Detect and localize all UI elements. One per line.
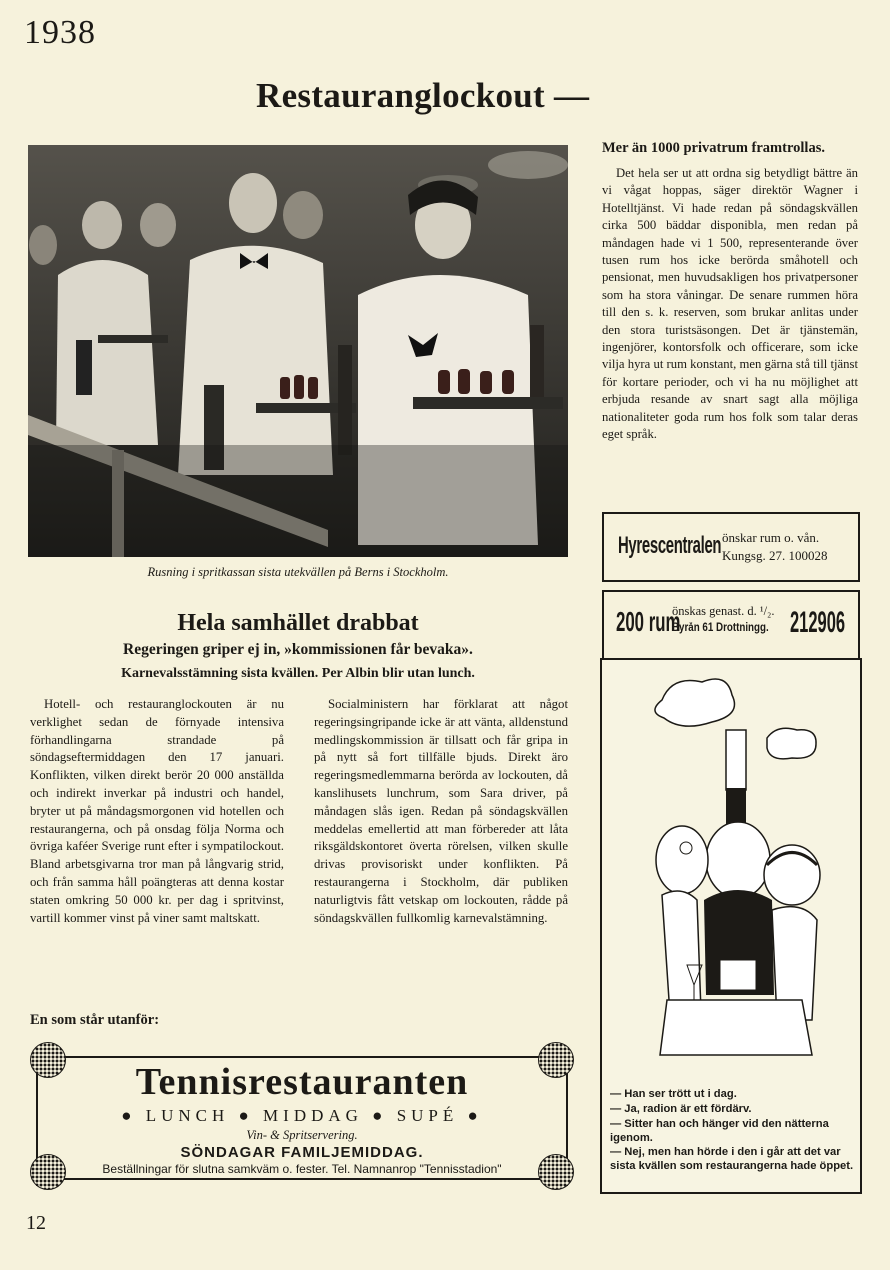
right-article-subhead: Mer än 1000 privatrum framtrollas.	[602, 140, 825, 156]
main-article-column-1: Hotell- och restauranglockouten är nu verklighet sedan de förnyade intensiva förhandlingarna strandade på söndagseftermiddagen den 17 januari. Konflikten, vilken direkt berör 20 000 anställda och indirekt inverkar på industri och handel, bryter ut på måndagsmorgonen vid hotellen och restaurangerna, och på onsdag följa Norma och övriga kaféer Sverige runt efter i sympatilockout. Bland arbetsgivarna tror man på långvarig strid, och från samma håll poängteras att denna kostar staten omkring 50 000 kr. per dag i spritvinst, vartill kommer vinst på viner samt maltskatt.	[30, 697, 284, 925]
ad-line: Vin- & Spritservering.	[246, 1128, 358, 1142]
ad-border	[58, 1178, 546, 1180]
ad-line: Beställningar för slutna samkväm o. fester. Tel. Namnanrop "Tennisstadion"	[102, 1162, 502, 1176]
ad-title: Tennisrestauranten	[135, 1061, 469, 1103]
ad-line: SÖNDAGAR FAMILJEMIDDAG.	[180, 1144, 424, 1161]
ad-phone: 212906	[790, 606, 846, 639]
cartoon-caption: — Han ser trött ut i dag.	[610, 1088, 737, 1100]
main-article-column-2: Socialministern har förklarat att något regeringsingripande icke är att vänta, alldenstund medlingskommission är tillsatt och får gripa in på nytt så fort tillfälle bjuds. Direkt äro regeringsmedlemmarna berörda av lockouten, då kanslihusets lunchrum, som Sara driver, på måndagen slås igen. Redan på söndagskvällen meddelas emellertid att man förbereder att låta riksgäldskontoret överta rörelsen, vilken skulle drivas provisoriskt under konflikten. På restaurangerna i Stockholm, där publiken naturligtvis fått vetskap om lockouten, rådde på söndagskvällen fullkomlig karnevalstämning.	[314, 697, 568, 925]
main-article-subheading: Regeringen griper ej in, »kommissionen får bevaka».	[123, 641, 473, 658]
ad-line: önskar rum o. vån.	[722, 530, 820, 545]
cartoon-caption: — Ja, radion är ett fördärv.	[610, 1103, 752, 1115]
cartoon-caption: — Nej, men han hörde i den i går att det var sista kvällen som restaurangerna hade öppet.	[610, 1146, 854, 1172]
ad-line: önskas genast. d. ¹/₂.	[672, 604, 775, 618]
main-article-subheading: Karnevalsstämning sista kvällen. Per Albin blir utan lunch.	[121, 666, 475, 681]
ad-hyrescentralen	[602, 512, 860, 582]
page-number: 12	[26, 1212, 46, 1234]
photo-caption: Rusning i spritkassan sista utekvällen på Berns i Stockholm.	[147, 565, 449, 579]
ad-line: Byrån 61 Drottningg.	[672, 622, 769, 634]
main-article-heading: Hela samhället drabbat	[177, 610, 419, 636]
ad-tennisrestauranten	[36, 1048, 568, 1186]
ad-brand: Hyrescentralen	[618, 532, 722, 559]
photo-illustration	[28, 145, 568, 557]
ad-brand: 200 rum	[616, 606, 681, 637]
cartoon-panel	[600, 658, 862, 1194]
tennis-ad-intro: En som står utanför:	[30, 1012, 160, 1028]
ad-menu: ● LUNCH ● MIDDAG ● SUPÉ ●	[121, 1106, 483, 1125]
ad-200-rum	[602, 590, 860, 660]
cartoon-drawing	[602, 660, 860, 1060]
cartoon-caption: — Sitter han och hänger vid den nätterna igenom.	[610, 1118, 829, 1144]
news-photo	[28, 145, 568, 557]
ad-line: Kungsg. 27. 100028	[722, 548, 828, 563]
headline: Restauranglockout —	[256, 76, 590, 115]
ad-border	[58, 1056, 546, 1058]
year-label: 1938	[24, 14, 96, 51]
right-article-body: Det hela ser ut att ordna sig betydligt bättre än vi vågat hoppas, säger direktör Wagner i Hotelltjänst. Vi hade redan på söndagskvällen cirka 500 bäddar disponibla, men redan på måndagen hade vi 1 500, representerande över tusen rum hos icke berörda småhotell och pensionat, men huvudsakligen hos privatpersoner som ha stora våningar. De senare rummen höra till den s. k. reserven, som brukar anlitas under den stora turistsäsongen. Det är tjänstemän, ingenjörer, kontorsfolk och officerare, som icke vilja hyra ut rum konstant, men gärna stå till tjänst för kortare perioder, och vi ha nu möjlighet att erbjuda resande av snart sagt alla möjliga nationaliteter goda rum hos folk som talar deras eget språk.	[602, 166, 858, 442]
